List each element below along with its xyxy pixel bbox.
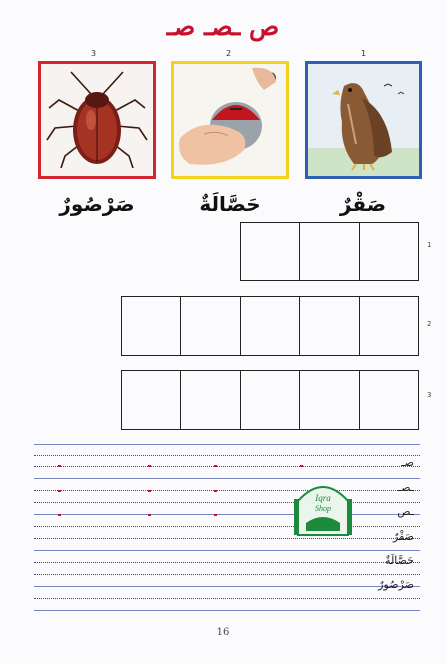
practice-word-hassala: حَصَّالَةٌ [385, 554, 414, 567]
grid-cell[interactable] [240, 297, 299, 355]
grid-cell[interactable] [359, 223, 418, 280]
guide-tick [58, 490, 61, 492]
guide-line [34, 526, 420, 527]
grid-cell[interactable] [359, 371, 418, 429]
cockroach-illustration [41, 64, 153, 176]
practice-letter-initial: صـ [401, 456, 414, 469]
grid-cell[interactable] [180, 297, 239, 355]
practice-word-saqr: صَقْرٌ [393, 530, 414, 543]
guide-tick [214, 514, 217, 516]
grid-cell[interactable] [359, 297, 418, 355]
word-saqr: صَقْرٌ [339, 192, 387, 216]
falcon-illustration [308, 64, 419, 176]
guide-tick [300, 465, 303, 467]
guide-line [34, 514, 420, 515]
grid-row-number-2: 2 [427, 320, 432, 328]
practice-word-sarsour: صَرْصُورٌ [378, 578, 414, 591]
practice-letter-final: ـص [397, 505, 414, 518]
grid-cell[interactable] [299, 297, 358, 355]
guide-line [34, 586, 420, 587]
guide-line [34, 444, 420, 445]
grid-cell[interactable] [299, 371, 358, 429]
word-hassala: حَصَّالَةٌ [199, 192, 261, 216]
guide-line [34, 455, 420, 456]
guide-line [34, 490, 420, 491]
guide-tick [148, 514, 151, 516]
picture-number-1: 1 [361, 49, 367, 58]
grid-cell[interactable] [240, 371, 299, 429]
word-sarsour: صَرْصُورٌ [59, 192, 135, 216]
guide-line [34, 550, 420, 551]
header-letter-forms: ص ـصـ صـ [166, 12, 280, 41]
guide-tick [148, 490, 151, 492]
grid-cell[interactable] [122, 371, 180, 429]
grid-row-2 [121, 296, 419, 356]
guide-tick [214, 465, 217, 467]
guide-line [34, 574, 420, 575]
grid-row-number-1: 1 [427, 241, 432, 249]
guide-tick [58, 465, 61, 467]
iqra-shop-watermark [292, 479, 354, 537]
guide-tick [148, 465, 151, 467]
guide-tick [58, 514, 61, 516]
guide-line [34, 478, 420, 479]
guide-tick [214, 490, 217, 492]
grid-cell[interactable] [241, 223, 299, 280]
watermark-text-iqra: Iqra [315, 493, 331, 503]
guide-line [34, 562, 420, 563]
picture-piggy-bank [171, 61, 289, 179]
grid-cell[interactable] [122, 297, 180, 355]
practice-letter-medial: ـصـ [398, 481, 414, 494]
grid-cell[interactable] [299, 223, 358, 280]
picture-number-2: 2 [226, 49, 232, 58]
page-number: 16 [216, 627, 230, 638]
guide-line [34, 502, 420, 503]
guide-line [34, 598, 420, 599]
grid-row-number-3: 3 [427, 391, 432, 399]
watermark-text-shop: Shop [315, 504, 331, 513]
picture-cockroach [38, 61, 156, 179]
grid-row-1 [240, 222, 419, 281]
grid-row-3 [121, 370, 419, 430]
guide-line [34, 610, 420, 611]
piggy-bank-illustration [174, 64, 286, 176]
mosque-logo-icon [292, 479, 354, 537]
guide-line [34, 538, 420, 539]
grid-cell[interactable] [180, 371, 239, 429]
picture-falcon [305, 61, 422, 179]
guide-line [34, 466, 420, 467]
picture-number-3: 3 [91, 49, 97, 58]
